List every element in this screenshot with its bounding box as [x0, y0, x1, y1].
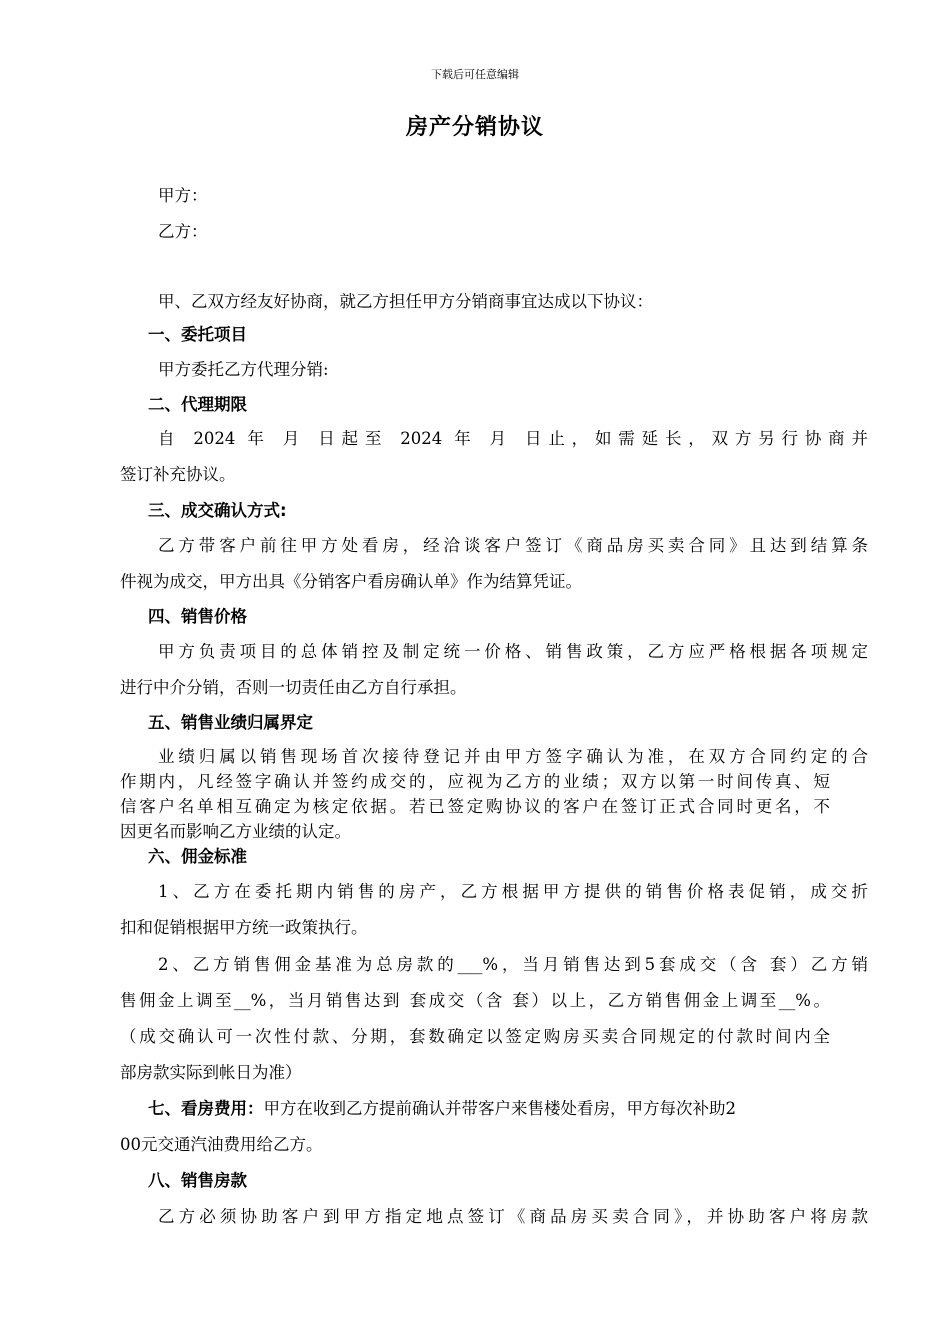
section-3-text-line-2: 件视为成交，甲方出具《分销客户看房确认单》作为结算凭证。	[120, 572, 582, 591]
section-1-heading: 一、委托项目	[148, 325, 247, 344]
section-6-item-2-line-2: 售佣金上调至__%，当月销售达到 套成交（含 套）以上，乙方销售佣金上调至__%。	[120, 991, 830, 1010]
section-6-item-1-line-2: 扣和促销根据甲方统一政策执行。	[120, 918, 368, 937]
section-2-heading: 二、代理期限	[148, 395, 247, 414]
header-note: 下载后可任意编辑	[431, 68, 519, 81]
document-title: 房产分销协议	[405, 115, 544, 140]
intro-paragraph: 甲、乙双方经友好协商，就乙方担任甲方分销商事宜达成以下协议：	[158, 292, 653, 311]
section-6-item-2-line-4: 部房款实际到帐日为准）	[120, 1063, 302, 1082]
section-6-item-1-line-1: 1、乙方在委托期内销售的房产，乙方根据甲方提供的销售价格表促销，成交折	[158, 882, 868, 901]
section-2-text-line-2: 签订补充协议。	[120, 465, 236, 484]
section-8-text-line-1: 乙方必须协助客户到甲方指定地点签订《商品房买卖合同》，并协助客户将房款	[158, 1207, 868, 1226]
section-6-heading: 六、佣金标准	[148, 847, 247, 866]
section-4-heading: 四、销售价格	[148, 607, 247, 626]
section-5-heading: 五、销售业绩归属界定	[148, 713, 313, 732]
party-a-label: 甲方：	[158, 186, 208, 205]
section-6-item-2-line-3: （成交确认可一次性付款、分期，套数确定以签定购房买卖合同规定的付款时间内全	[120, 1027, 830, 1046]
section-4-text-line-2: 进行中介分销，否则一切责任由乙方自行承担。	[120, 678, 467, 697]
section-7-paragraph-line-2: 00元交通汽油费用给乙方。	[120, 1135, 323, 1154]
section-8-heading: 八、销售房款	[148, 1171, 247, 1190]
section-5-text-line-4: 因更名而影响乙方业绩的认定。	[120, 822, 351, 841]
section-2-text-line-1: 自 2024 年 月 日起至 2024 年 月 日止，如需延长，双方另行协商并	[158, 429, 868, 448]
section-1-text: 甲方委托乙方代理分销:	[158, 360, 329, 379]
section-5-text-line-2: 作期内，凡经签字确认并签约成交的，应视为乙方的业绩；双方以第一时间传真、短	[120, 772, 830, 791]
section-5-text-line-1: 业绩归属以销售现场首次接待登记并由甲方签字确认为准，在双方合同约定的合	[158, 747, 868, 766]
party-b-label: 乙方：	[158, 222, 208, 241]
section-7-text: 甲方在收到乙方提前确认并带客户来售楼处看房，甲方每次补助2	[263, 1099, 736, 1118]
section-4-text-line-1: 甲方负责项目的总体销控及制定统一价格、销售政策，乙方应严格根据各项规定	[158, 642, 868, 661]
section-3-text-line-1: 乙方带客户前往甲方处看房，经洽谈客户签订《商品房买卖合同》且达到结算条	[158, 536, 868, 555]
section-5-text-line-3: 信客户名单相互确定为核定依据。若已签定购协议的客户在签订正式合同时更名，不	[120, 797, 830, 816]
section-3-heading: 三、成交确认方式:	[148, 501, 287, 520]
section-6-item-2-line-1: 2、乙方销售佣金基准为总房款的___%，当月销售达到5套成交（含 套）乙方销	[158, 955, 868, 974]
section-7-paragraph-line-1	[120, 1097, 858, 1121]
section-7-heading: 七、看房费用：	[148, 1099, 264, 1118]
